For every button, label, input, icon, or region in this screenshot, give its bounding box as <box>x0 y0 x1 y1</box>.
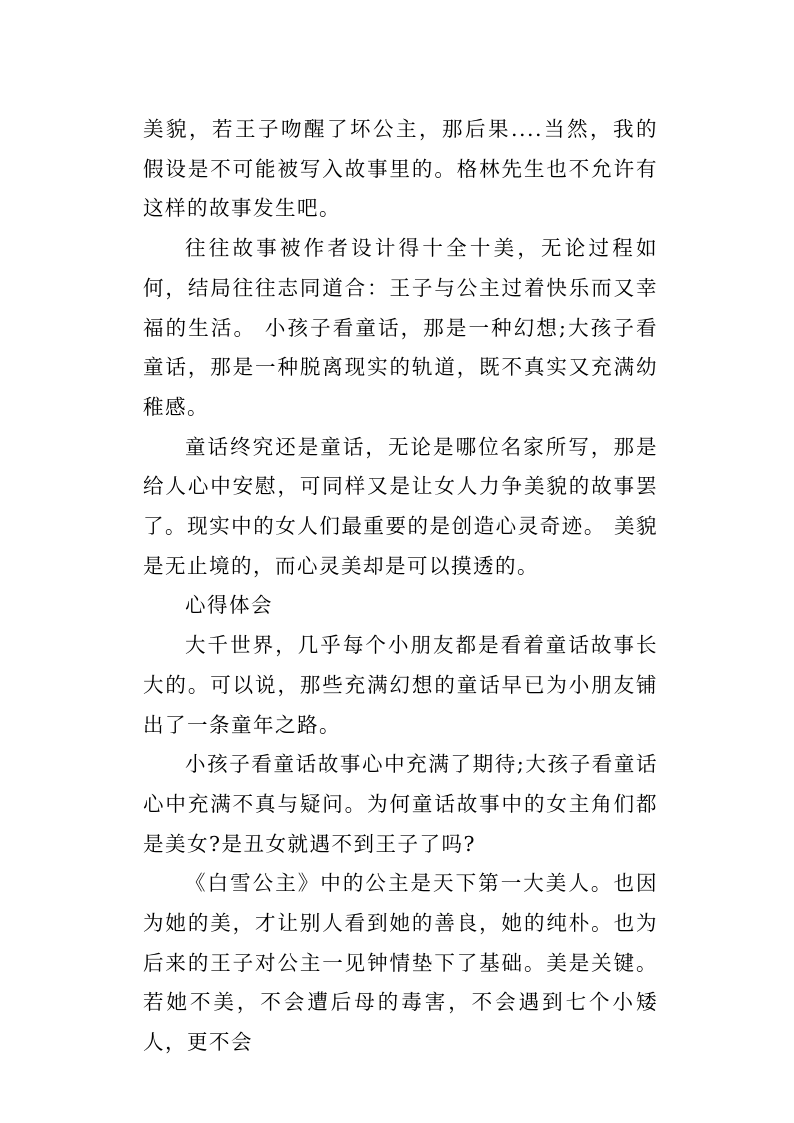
paragraph: 《白雪公主》中的公主是天下第一大美人。也因为她的美，才让别人看到她的善良，她的纯朴。也为后来的王子对公主一见钟情垫下了基础。美是关键。若她不美，不会遭后母的毒害，不会遇到七个小矮人，更不会 <box>143 871 658 1055</box>
paragraph: 童话终究还是童话，无论是哪位名家所写，那是给人心中安慰，可同样又是让女人力争美貌的故事罢了。现实中的女人们最重要的是创造心灵奇迹。 美貌是无止境的，而心灵美却是可以摸透的。 <box>143 434 658 578</box>
paragraph: 大千世界，几乎每个小朋友都是看着童话故事长大的。可以说，那些充满幻想的童话早已为小朋友铺出了一条童年之路。 <box>143 633 658 737</box>
paragraph: 小孩子看童话故事心中充满了期待;大孩子看童话心中充满不真与疑问。为何童话故事中的女主角们都是美女?是丑女就遇不到王子了吗? <box>143 752 658 856</box>
document-body <box>143 110 658 1063</box>
paragraph: 往往故事被作者设计得十全十美，无论过程如何，结局往往志同道合：王子与公主过着快乐而又幸福的生活。 小孩子看童话，那是一种幻想;大孩子看童话，那是一种脱离现实的轨道，既不真实又充满幼稚感。 <box>143 236 658 419</box>
section-heading: 心得体会 <box>185 593 273 618</box>
paragraph: 美貌，若王子吻醒了坏公主，那后果....当然，我的假设是不可能被写入故事里的。格林先生也不允许有这样的故事发生吧。 <box>143 117 658 221</box>
